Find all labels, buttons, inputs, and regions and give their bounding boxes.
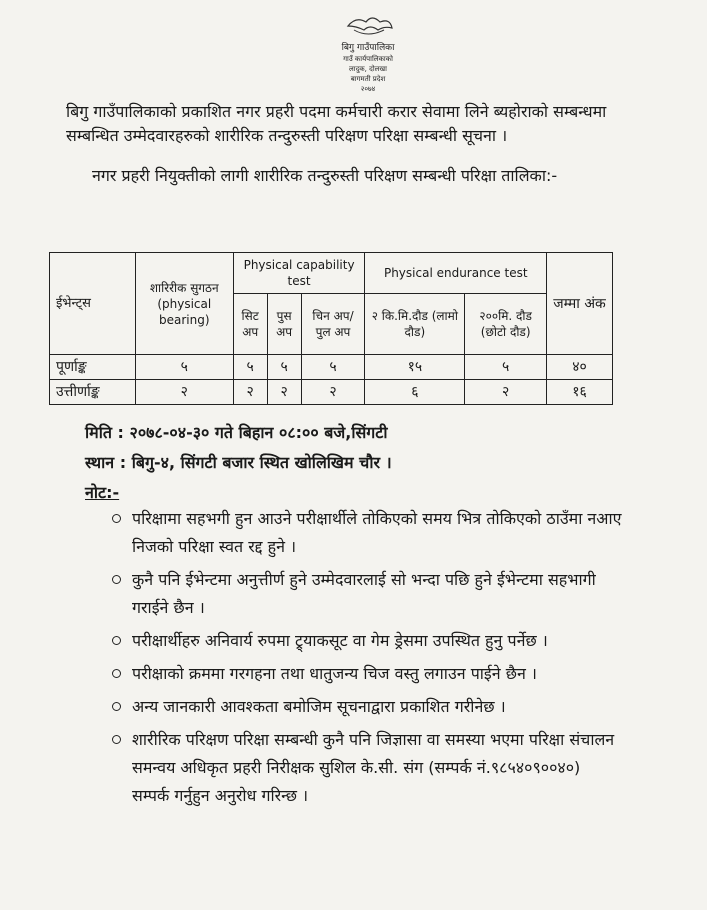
circle-bullet-icon (112, 575, 121, 584)
endurance-header: Physical endurance test (365, 253, 547, 294)
exam-info (85, 418, 645, 508)
exam-table (49, 252, 613, 405)
situp-header: सिट अप (233, 294, 267, 355)
chinup-cell: २ (301, 380, 365, 405)
chinup-cell: ५ (301, 355, 365, 380)
list-item (112, 693, 622, 721)
bearing-header: शारिरीक सुगठन (physical bearing) (135, 253, 233, 355)
pushup-cell: ५ (267, 355, 301, 380)
situp-cell: ५ (233, 355, 267, 380)
note-text: परीक्षाको क्रममा गरगहना तथा धातुजन्य चिज वस्तु लगाउन पाईने छैन । (132, 664, 537, 683)
bearing-cell: २ (135, 380, 233, 405)
total-cell: १६ (547, 380, 613, 405)
chinup-header: चिन अप/ पुल अप (301, 294, 365, 355)
long-run-cell: १५ (365, 355, 465, 380)
list-item (112, 660, 622, 688)
long-run-header: २ कि.मि.दौड (लामो दौड) (365, 294, 465, 355)
notes-list (112, 505, 622, 815)
events-header: ईभेन्ट्स (50, 253, 136, 355)
place-line: स्थान : बिगु-४, सिंगटी बजार स्थित खोलिखिम चौर । (85, 453, 392, 472)
svg-text:बागमती प्रदेश: बागमती प्रदेश (350, 75, 386, 83)
circle-bullet-icon (112, 702, 121, 711)
bearing-cell: ५ (135, 355, 233, 380)
total-cell: ४० (547, 355, 613, 380)
table-row (50, 355, 613, 380)
note-text: अन्य जानकारी आवश्कता बमोजिम सूचनाद्वारा प्रकाशित गरीनेछ । (132, 697, 506, 716)
list-item (112, 726, 622, 810)
note-text: शारीरिक परिक्षण परिक्षा सम्बन्धी कुनै पनि जिज्ञासा वा समस्या भएमा परिक्षा संचालन समन्वय अधिकृत प्रहरी निरीक्षक सुशिल के.सी. संग (सम्पर्क नं.९८५४०९००४०) सम्पर्क गर्नुहुन अनुरोध गरिन्छ । (132, 730, 615, 805)
date-line: मिति : २०७८-०४-३० गते बिहान ०८:०० बजे,सिंगटी (85, 423, 388, 442)
list-item (112, 566, 622, 622)
note-text: परीक्षार्थीहरु अनिवार्य रुपमा ट्र्याकसूट वा गेम ड्रेसमा उपस्थित हुनु पर्नेछ । (132, 631, 548, 650)
circle-bullet-icon (112, 636, 121, 645)
intro-paragraph: बिगु गाउँपालिकाको प्रकाशित नगर प्रहरी पदमा कर्मचारी करार सेवामा लिने ब्यहोराको सम्बन्धमा सम्बन्धित उम्मेदवारहरुको शारीरिक तन्दुरुस्ती परिक्षण परिक्षा सम्बन्धी सूचना । (66, 102, 607, 145)
note-text: परिक्षामा सहभगी हुन आउने परीक्षार्थीले तोकिएको समय भित्र तोकिएको ठाउँमा नआए निजको परिक्षा स्वत रद्द हुने । (132, 509, 622, 556)
row-label: उत्तीर्णाङ्क (50, 380, 136, 405)
svg-text:गाउँ कार्यपालिकाको: गाउँ कार्यपालिकाको (343, 55, 393, 63)
svg-text:लादुक, दोलखा: लादुक, दोलखा (349, 65, 387, 73)
svg-text:२०७४: २०७४ (360, 85, 376, 93)
short-run-header: २००मि. दौड (छोटो दौड) (465, 294, 547, 355)
official-stamp (318, 12, 418, 97)
short-run-cell: २ (465, 380, 547, 405)
note-text: कुनै पनि ईभेन्टमा अनुत्तीर्ण हुने उम्मेदवारलाई सो भन्दा पछि हुने ईभेन्टमा सहभागी गराईने छैन । (132, 570, 596, 617)
situp-cell: २ (233, 380, 267, 405)
emblem-icon (318, 12, 418, 97)
pushup-cell: २ (267, 380, 301, 405)
long-run-cell: ६ (365, 380, 465, 405)
total-header: जम्मा अंक (547, 253, 613, 355)
schedule-heading: नगर प्रहरी नियुक्तीको लागी शारीरिक तन्दुरुस्ती परिक्षण सम्बन्धी परिक्षा तालिका:- (92, 166, 558, 185)
circle-bullet-icon (112, 669, 121, 678)
list-item (112, 505, 622, 561)
circle-bullet-icon (112, 735, 121, 744)
note-heading: नोट:- (85, 483, 120, 502)
list-item (112, 627, 622, 655)
intro-text (66, 100, 626, 188)
short-run-cell: ५ (465, 355, 547, 380)
capability-header: Physical capability test (233, 253, 365, 294)
row-label: पूर्णाङ्क (50, 355, 136, 380)
table-row (50, 380, 613, 405)
svg-text:बिगु गाउँपालिका: बिगु गाउँपालिका (341, 43, 395, 53)
circle-bullet-icon (112, 514, 121, 523)
pushup-header: पुस अप (267, 294, 301, 355)
